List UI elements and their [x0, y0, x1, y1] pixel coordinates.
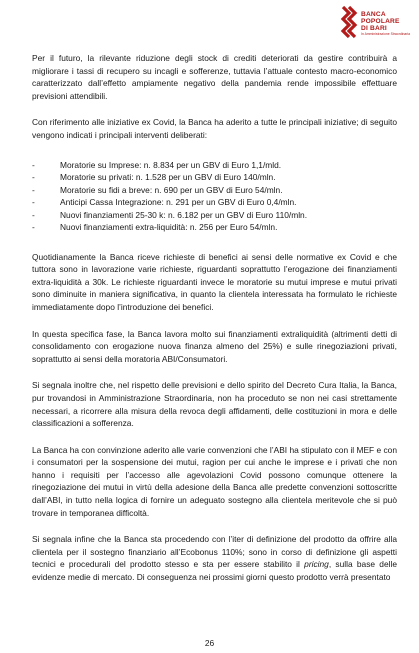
document-body: [32, 52, 397, 584]
bank-name-line1: BANCA: [361, 11, 386, 18]
initiatives-list: [32, 159, 397, 234]
list-item: [32, 184, 397, 197]
bank-name: [361, 11, 400, 33]
paragraph-cura-italia: Si segnala inoltre che, nel rispetto delle previsioni e dello spirito del Decreto Cura Italia, la Banca, pur trovandosi in Amministrazione Straordinaria, non ha proceduto se non nei casi strettamente necessari, a ricorrere alla misura della revoca degli affidamenti, delle costituzioni in mora e delle classificazioni a sofferenza.: [32, 380, 397, 429]
bank-name-line2: POPOLARE: [361, 18, 400, 26]
list-item-text: Anticipi Cassa Integrazione: n. 291 per un GBV di Euro 0,4/mln.: [60, 197, 297, 208]
paragraph-outlook: Per il futuro, la rilevante riduzione degli stock di crediti deteriorati da gestire contribuirà a migliorare i tassi di recupero su incagli e sofferenze, tuttavia l’attuale contesto macro-economico caratterizzato dall’effetto ampiamente negativo della pandemia rende impossibile effettuare previsioni attendibili.: [32, 53, 397, 101]
paragraph-requests: Quotidianamente la Banca riceve richieste di benefici ai sensi delle normative ex Covid e che tuttora sono in lavorazione varie richieste, riguardanti soprattutto l’erogazione dei finanziamenti extra-liquidità a 30k. Le richieste riguardanti invece le moratorie su mutui imprese e mutui privati sono diminuite in maniera significativa, in quanto la clientela interessata ha formulato le richieste immediatamente dopo l’introduzione dei benefici.: [32, 251, 397, 312]
list-dash: -: [32, 172, 35, 183]
bank-subtitle: In Amministrazione Straordinaria: [361, 32, 410, 36]
paragraph-abi-conventions: La Banca ha con convinzione aderito alle varie convenzioni che l’ABI ha stipulato con il MEF e con i consumatori per la sospensione dei mutui, ragion per cui anche le imprese e i privati che non hanno i requisiti per l’accesso alle agevolazioni Covid possono comunque ottenere la rinegoziazione dei mutui in virtù della adesione della Banca alle predette convenzioni sottoscritte dall’ABI, in tutto nella logica di fornire un adeguato sostegno alla clientela meritevole che si può trovare in temporanea difficoltà.: [32, 444, 397, 518]
list-item-text: Nuovi finanziamenti 25-30 k: n. 6.182 per un GBV di Euro 110/mln.: [60, 209, 308, 220]
list-item: [32, 221, 397, 234]
ecobonus-text-pricing: pricing: [304, 559, 329, 570]
bank-logo-icon: [339, 5, 359, 41]
ecobonus-text-before: Si segnala infine che la Banca sta procedendo con l’iter di definizione del prodotto da offrire alla clientela per il sostegno finanziario all’Ecobonus 110%; sono in corso di definizione gli aspetti tecnici e procedurali del prodotto stesso e sta per essere stabilito il: [32, 534, 397, 570]
page-number: 26: [204, 638, 215, 648]
bank-name-line3: DI BARI: [361, 25, 387, 33]
paragraph-extraliquidity: In questa specifica fase, la Banca lavora molto sui finanziamenti extraliquidità (altrimenti detti di consolidamento con erogazione nuova finanza almeno del 25%) e sulle rinegoziazioni privati, soprattutto ai sensi della moratoria ABI/Consumatori.: [32, 328, 397, 364]
list-dash: -: [32, 222, 35, 233]
list-dash: -: [32, 159, 35, 170]
list-item: [32, 171, 397, 184]
list-dash: -: [32, 197, 35, 208]
paragraph-ecobonus: [32, 533, 397, 583]
ecobonus-text-after: , sulla base delle evidenze medie di mercato. Di conseguenza nei prossimi giorni questo prodotto verrà presentato: [32, 559, 397, 583]
list-dash: -: [32, 209, 35, 220]
list-item-text: Moratorie su fidi a breve: n. 690 per un GBV di Euro 54/mln.: [60, 184, 283, 195]
list-item-text: Moratorie su privati: n. 1.528 per un GBV di Euro 140/mln.: [60, 172, 276, 183]
list-item-text: Nuovi finanziamenti extra-liquidità: n. 256 per Euro 54/mln.: [60, 222, 278, 233]
list-dash: -: [32, 184, 35, 195]
list-item-text: Moratorie su Imprese: n. 8.834 per un GBV di Euro 1,1/mld.: [60, 159, 282, 170]
list-item: [32, 209, 397, 222]
bank-logo: [339, 5, 417, 43]
list-item: [32, 159, 397, 172]
list-item: [32, 196, 397, 209]
paragraph-covid-intro: Con riferimento alle iniziative ex Covid, la Banca ha aderito a tutte le principali iniziative; di seguito vengono indicati i principali interventi deliberati:: [32, 117, 397, 140]
